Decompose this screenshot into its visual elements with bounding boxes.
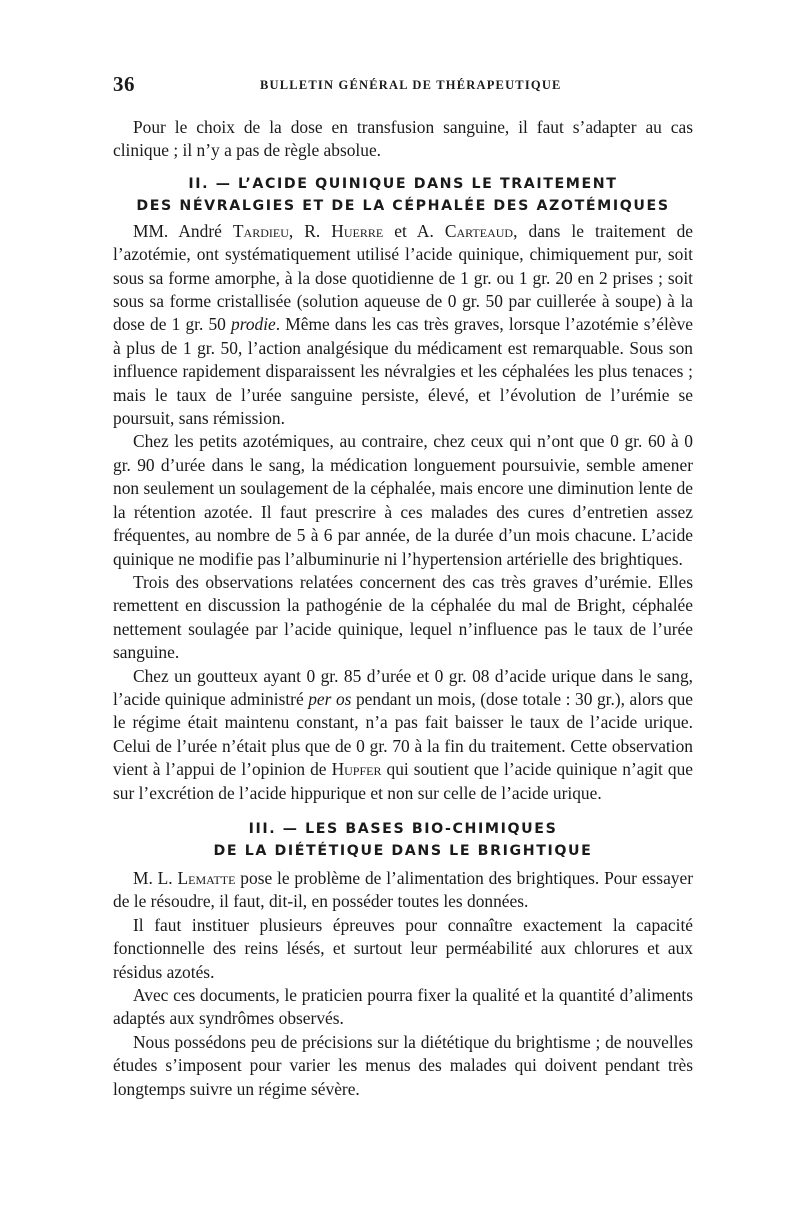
- section-2-heading-line-1: II. — L’ACIDE QUINIQUE DANS LE TRAITEMENT: [188, 175, 618, 192]
- text-run: MM. André: [133, 220, 233, 241]
- italic-term: per os: [308, 688, 352, 709]
- text-run: pose le problème de l’alimentation des brightiques. Pour essayer de le résoudre, il faut, dit-il, en posséder toutes les données.: [113, 867, 693, 912]
- running-head: [113, 72, 693, 100]
- section-2-heading: [113, 173, 693, 217]
- page-number: 36: [113, 72, 135, 96]
- author-name: Tardieu: [232, 220, 289, 241]
- section-2-heading-line-2: DES NÉVRALGIES ET DE LA CÉPHALÉE DES AZOTÉMIQUES: [136, 197, 670, 214]
- text-run: qui soutient que l’acide quinique n’agit que sur l’excrétion de l’acide hippurique et non sur celle de l’acide urique.: [113, 759, 694, 803]
- author-name: Hupfer: [331, 759, 382, 780]
- author-name: Lematte: [177, 867, 236, 888]
- author-name: Carteaud: [444, 220, 514, 241]
- text-run: , dans le traitement de l’azotémie, ont systématiquement utilisé l’acide quinique, chimiquement pur, soit sous sa forme amorphe, à la dose quotidienne de 1 gr. ou 1 gr. 20 en 2 prises ; soit sous sa forme cristallisée (solution aqueuse de 0 gr. 50 par cuillerée à soupe) à la dose de 1 gr. 50: [113, 220, 694, 335]
- section-3-paragraph-3: Avec ces documents, le praticien pourra fixer la qualité et la quantité d’aliments adaptés aux syndrômes observés.: [113, 985, 693, 1029]
- section-2-paragraph-1: [113, 220, 693, 431]
- article-body: [113, 116, 693, 1101]
- section-3-paragraph-1: [113, 867, 693, 914]
- section-3-paragraph-4: Nous possédons peu de précisions sur la diététique du brightisme ; de nouvelles études s’imposent pour varier les menus des malades qui doivent pendant très longtemps suivre un régime sévère.: [113, 1031, 693, 1099]
- section-2-paragraph-3: Trois des observations relatées concernent des cas très graves d’urémie. Elles remettent en discussion la pathogénie de la céphalée du mal de Bright, céphalée nettement soulagée par l’acide quinique, lequel n’influence pas le taux de l’urée sanguine.: [113, 571, 693, 663]
- italic-term: prodie: [231, 314, 276, 335]
- section-3-paragraph-2: Il faut instituer plusieurs épreuves pour connaître exactement la capacité fonctionnelle des reins lésés, et surtout leur perméabilité aux chlorures et aux résidus azotés.: [113, 914, 693, 982]
- text-run: pendant un mois, (dose totale : 30 gr.), alors que le régime était maintenu constant, n’a pas fait baisser le taux de l’acide urique. Celui de l’urée n’était plus que de 0 gr. 70 à la fin du traitement. Cette observation vient à l’appui de l’opinion de: [113, 688, 693, 780]
- section-3-heading: [113, 818, 693, 862]
- text-run: , R.: [288, 220, 332, 241]
- running-title: BULLETIN GÉNÉRAL DE THÉRAPEUTIQUE: [260, 78, 562, 92]
- text-run: Chez un goutteux ayant 0 gr. 85 d’urée et 0 gr. 08 d’acide urique dans le sang, l’acide quinique administré: [113, 665, 693, 709]
- section-2-paragraph-2: Chez les petits azotémiques, au contraire, chez ceux qui n’ont que 0 gr. 60 à 0 gr. 90 d’urée dans le sang, la médication longuement poursuivie, semble amener non seulement un soulagement de la céphalée, mais encore une diminution lente de la rétention azotée. Il faut prescrire à ces malades des cures d’entretien assez fréquentes, au nombre de 5 à 6 par année, de la durée d’un mois chacune. L’acide quinique ne modifie pas l’albuminurie ni l’hypertension artérielle des brightiques.: [113, 431, 693, 569]
- author-name: Huerre: [331, 220, 384, 241]
- section-3-heading-line-2: DE LA DIÉTÉTIQUE DANS LE BRIGHTIQUE: [213, 842, 593, 859]
- text-run: et A.: [383, 220, 445, 241]
- section-2-paragraph-4: [113, 665, 693, 805]
- section-3-heading-line-1: III. — LES BASES BIO-CHIMIQUES: [248, 820, 558, 837]
- text-run: M. L.: [133, 867, 178, 888]
- intro-paragraph: Pour le choix de la dose en transfusion sanguine, il faut s’adapter au cas clinique ; il n’y a pas de règle absolue.: [113, 117, 693, 161]
- text-run: . Même dans les cas très graves, lorsque l’azotémie s’élève à plus de 1 gr. 50, l’action analgésique du médicament est remarquable. Sous son influence rapidement disparaissent les névralgies et les céphalées les plus tenaces ; mais le taux de l’urée sanguine persiste, élevé, et l’évolution de l’urémie se poursuit, sans rémission.: [113, 314, 693, 429]
